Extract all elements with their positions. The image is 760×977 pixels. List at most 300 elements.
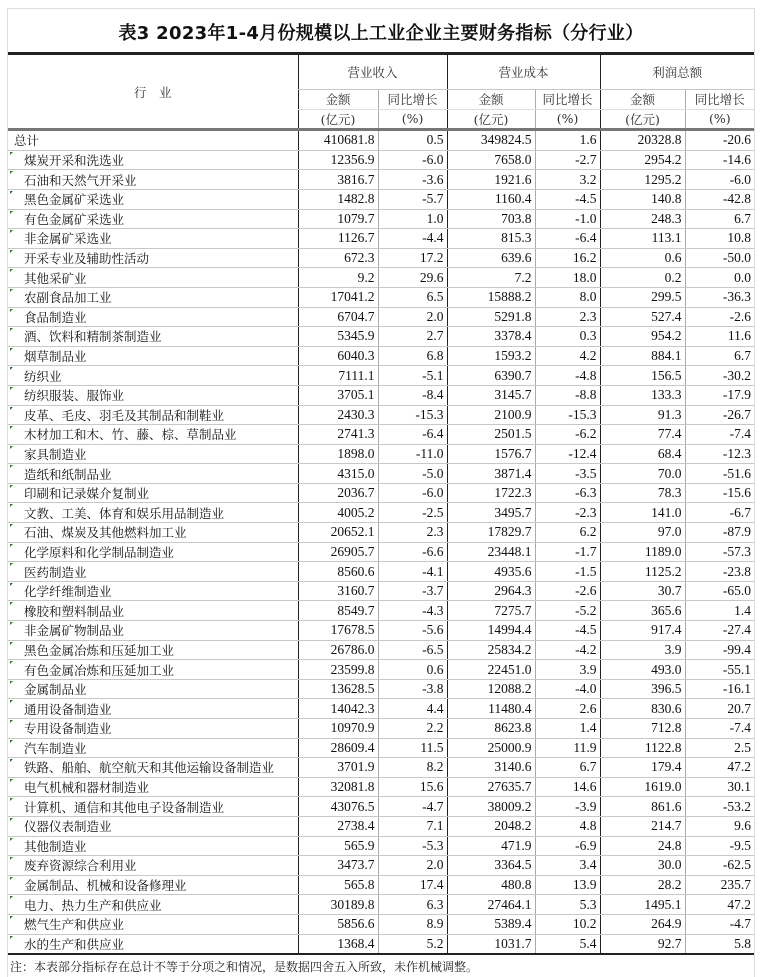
revenue-growth: -5.1 [378,366,447,386]
profit-amount: 113.1 [600,229,685,249]
profit-amount: 493.0 [600,660,685,680]
table-row [8,758,754,778]
cost-growth: 13.9 [535,875,600,895]
profit-growth: 6.7 [685,346,754,366]
table-row [8,405,754,425]
table-row [8,307,754,327]
cost-amount: 2100.9 [447,405,535,425]
revenue-amount: 1126.7 [298,229,378,249]
growth-label: 同比增长 [535,90,600,110]
profit-amount: 861.6 [600,797,685,817]
profit-amount: 396.5 [600,679,685,699]
amount-label: 金额 [447,90,535,110]
cost-amount: 22451.0 [447,660,535,680]
cost-amount: 7.2 [447,268,535,288]
industry-name: 总计 [8,130,298,151]
profit-amount: 141.0 [600,503,685,523]
profit-amount: 917.4 [600,621,685,641]
revenue-amount: 17041.2 [298,287,378,307]
table-row [8,562,754,582]
revenue-amount: 1482.8 [298,189,378,209]
revenue-growth: -4.1 [378,562,447,582]
profit-growth: 47.2 [685,895,754,915]
revenue-growth: -6.0 [378,150,447,170]
industry-name: 文教、工美、体育和娱乐用品制造业 [8,503,298,523]
revenue-growth: 6.5 [378,287,447,307]
table-row [8,542,754,562]
revenue-amount: 410681.8 [298,130,378,151]
industry-name: 纺织服装、服饰业 [8,385,298,405]
profit-growth: 20.7 [685,699,754,719]
industry-name: 医药制造业 [8,562,298,582]
cost-amount: 38009.2 [447,797,535,817]
cost-growth: -6.4 [535,229,600,249]
revenue-growth: -6.0 [378,483,447,503]
table-row [8,229,754,249]
industry-name: 黑色金属矿采选业 [8,189,298,209]
industry-name: 非金属矿物制品业 [8,621,298,641]
table-row [8,366,754,386]
table-row [8,483,754,503]
industry-name: 仪器仪表制造业 [8,816,298,836]
revenue-growth: -6.5 [378,640,447,660]
industry-name: 化学纤维制造业 [8,581,298,601]
revenue-amount: 8560.6 [298,562,378,582]
profit-amount: 264.9 [600,914,685,934]
profit-growth: -2.6 [685,307,754,327]
cost-amount: 5389.4 [447,914,535,934]
table-row [8,797,754,817]
cost-amount: 3364.5 [447,856,535,876]
revenue-growth: 0.6 [378,660,447,680]
cost-growth: 14.6 [535,777,600,797]
table-row [8,189,754,209]
table-row [8,385,754,405]
industry-name: 纺织业 [8,366,298,386]
growth-label-unit: (%) [378,109,447,130]
profit-growth: 0.0 [685,268,754,288]
cost-growth: -5.2 [535,601,600,621]
profit-growth: 10.8 [685,229,754,249]
profit-amount: 1125.2 [600,562,685,582]
profit-amount: 527.4 [600,307,685,327]
revenue-growth: 2.7 [378,327,447,347]
table-row [8,934,754,954]
revenue-growth: -5.0 [378,464,447,484]
table-row [8,895,754,915]
industry-name: 橡胶和塑料制品业 [8,601,298,621]
cost-growth: -2.3 [535,503,600,523]
table-row [8,699,754,719]
profit-growth: 235.7 [685,875,754,895]
profit-amount: 365.6 [600,601,685,621]
industry-name: 其他制造业 [8,836,298,856]
cost-growth: -4.0 [535,679,600,699]
profit-amount: 2954.2 [600,150,685,170]
cost-growth: -3.9 [535,797,600,817]
industry-name: 铁路、船舶、航空航天和其他运输设备制造业 [8,758,298,778]
revenue-amount: 3816.7 [298,170,378,190]
revenue-growth: -2.5 [378,503,447,523]
profit-growth: 6.7 [685,209,754,229]
profit-growth: 9.6 [685,816,754,836]
cost-amount: 15888.2 [447,287,535,307]
revenue-growth: -3.7 [378,581,447,601]
profit-growth: 1.4 [685,601,754,621]
revenue-amount: 5856.6 [298,914,378,934]
revenue-growth: -8.4 [378,385,447,405]
cost-amount: 2048.2 [447,816,535,836]
cost-amount: 4935.6 [447,562,535,582]
profit-amount: 28.2 [600,875,685,895]
cost-amount: 349824.5 [447,130,535,151]
profit-amount: 91.3 [600,405,685,425]
table-row [8,170,754,190]
revenue-growth: 8.2 [378,758,447,778]
amount-label-unit: (亿元) [600,109,685,130]
profit-amount: 78.3 [600,483,685,503]
revenue-amount: 17678.5 [298,621,378,641]
cost-growth: 6.2 [535,523,600,543]
revenue-amount: 3160.7 [298,581,378,601]
amount-label: 金额 [298,90,378,110]
profit-growth: -17.9 [685,385,754,405]
cost-amount: 1593.2 [447,346,535,366]
cost-amount: 2964.3 [447,581,535,601]
revenue-growth: -15.3 [378,405,447,425]
cost-growth: -1.0 [535,209,600,229]
cost-amount: 11480.4 [447,699,535,719]
industry-name: 电力、热力生产和供应业 [8,895,298,915]
revenue-growth: -3.6 [378,170,447,190]
profit-amount: 133.3 [600,385,685,405]
industry-name: 废弃资源综合利用业 [8,856,298,876]
cost-amount: 23448.1 [447,542,535,562]
profit-growth: -51.6 [685,464,754,484]
cost-amount: 480.8 [447,875,535,895]
revenue-growth: 15.6 [378,777,447,797]
profit-amount: 1295.2 [600,170,685,190]
industry-name: 煤炭开采和洗选业 [8,150,298,170]
revenue-amount: 20652.1 [298,523,378,543]
cost-amount: 25000.9 [447,738,535,758]
revenue-growth: -5.7 [378,189,447,209]
table-row [8,444,754,464]
revenue-amount: 3705.1 [298,385,378,405]
revenue-amount: 12356.9 [298,150,378,170]
amount-label: 金额 [600,90,685,110]
cost-amount: 471.9 [447,836,535,856]
revenue-amount: 4315.0 [298,464,378,484]
industry-name: 黑色金属冶炼和压延加工业 [8,640,298,660]
revenue-growth: -3.8 [378,679,447,699]
revenue-amount: 1079.7 [298,209,378,229]
revenue-amount: 565.9 [298,836,378,856]
revenue-amount: 6040.3 [298,346,378,366]
cost-growth: -4.5 [535,189,600,209]
revenue-growth: 0.5 [378,130,447,151]
revenue-amount: 30189.8 [298,895,378,915]
growth-label: 同比增长 [378,90,447,110]
profit-growth: -55.1 [685,660,754,680]
industry-name: 石油和天然气开采业 [8,170,298,190]
table-row [8,464,754,484]
profit-growth: 2.5 [685,738,754,758]
table-row [8,425,754,445]
cost-growth: 2.3 [535,307,600,327]
industry-name: 造纸和纸制品业 [8,464,298,484]
cost-amount: 7658.0 [447,150,535,170]
profit-amount: 1189.0 [600,542,685,562]
profit-amount: 97.0 [600,523,685,543]
profit-growth: -7.4 [685,719,754,739]
profit-amount: 712.8 [600,719,685,739]
profit-amount: 3.9 [600,640,685,660]
industry-name: 水的生产和供应业 [8,934,298,954]
industry-name: 石油、煤炭及其他燃料加工业 [8,523,298,543]
profit-amount: 20328.8 [600,130,685,151]
revenue-amount: 6704.7 [298,307,378,327]
table-row [8,503,754,523]
cost-growth: -1.5 [535,562,600,582]
cost-growth: -4.8 [535,366,600,386]
profit-amount: 0.6 [600,248,685,268]
industry-name: 专用设备制造业 [8,719,298,739]
revenue-amount: 26905.7 [298,542,378,562]
revenue-growth: 2.2 [378,719,447,739]
growth-label: 同比增长 [685,90,754,110]
revenue-growth: -11.0 [378,444,447,464]
table-row [8,523,754,543]
revenue-growth: 17.4 [378,875,447,895]
revenue-amount: 2738.4 [298,816,378,836]
table-document [7,8,755,977]
cost-growth: 6.7 [535,758,600,778]
growth-label-unit: (%) [535,109,600,130]
revenue-growth: 2.0 [378,856,447,876]
profit-amount: 884.1 [600,346,685,366]
group-header-revenue: 营业收入 [298,55,447,90]
profit-amount: 92.7 [600,934,685,954]
cost-growth: 4.8 [535,816,600,836]
revenue-growth: -4.3 [378,601,447,621]
cost-growth: -4.2 [535,640,600,660]
table-row [8,640,754,660]
revenue-growth: 7.1 [378,816,447,836]
amount-label-unit: (亿元) [447,109,535,130]
revenue-growth: -5.6 [378,621,447,641]
table-row [8,621,754,641]
cost-growth: 3.9 [535,660,600,680]
revenue-growth: -6.6 [378,542,447,562]
revenue-growth: 8.9 [378,914,447,934]
industry-name: 有色金属矿采选业 [8,209,298,229]
profit-growth: -99.4 [685,640,754,660]
revenue-amount: 14042.3 [298,699,378,719]
profit-growth: -16.1 [685,679,754,699]
profit-amount: 77.4 [600,425,685,445]
cost-amount: 3495.7 [447,503,535,523]
cost-amount: 3140.6 [447,758,535,778]
profit-growth: -4.7 [685,914,754,934]
profit-amount: 30.7 [600,581,685,601]
cost-growth: -2.7 [535,150,600,170]
cost-amount: 27464.1 [447,895,535,915]
industry-name: 有色金属冶炼和压延加工业 [8,660,298,680]
revenue-amount: 1368.4 [298,934,378,954]
revenue-growth: 1.0 [378,209,447,229]
revenue-growth: 6.3 [378,895,447,915]
profit-growth: -23.8 [685,562,754,582]
cost-growth: 3.2 [535,170,600,190]
table-row [8,346,754,366]
profit-growth: -14.6 [685,150,754,170]
table-row [8,679,754,699]
industry-name: 农副食品加工业 [8,287,298,307]
profit-growth: 47.2 [685,758,754,778]
cost-growth: -2.6 [535,581,600,601]
revenue-growth: -4.7 [378,797,447,817]
cost-growth: 1.4 [535,719,600,739]
profit-growth: -62.5 [685,856,754,876]
cost-growth: -12.4 [535,444,600,464]
page-title: 表3 2023年1-4月份规模以上工业企业主要财务指标（分行业） [8,9,754,55]
revenue-growth: 2.0 [378,307,447,327]
profit-amount: 1619.0 [600,777,685,797]
profit-growth: 30.1 [685,777,754,797]
profit-amount: 140.8 [600,189,685,209]
industry-name: 计算机、通信和其他电子设备制造业 [8,797,298,817]
revenue-amount: 3473.7 [298,856,378,876]
industry-name: 印刷和记录媒介复制业 [8,483,298,503]
revenue-amount: 23599.8 [298,660,378,680]
cost-growth: -4.5 [535,621,600,641]
amount-label-unit: (亿元) [298,109,378,130]
revenue-growth: 11.5 [378,738,447,758]
cost-growth: 1.6 [535,130,600,151]
profit-growth: -15.6 [685,483,754,503]
table-row [8,287,754,307]
industry-name: 家具制造业 [8,444,298,464]
table-row [8,738,754,758]
cost-amount: 1722.3 [447,483,535,503]
revenue-amount: 26786.0 [298,640,378,660]
profit-growth: -42.8 [685,189,754,209]
cost-growth: -6.3 [535,483,600,503]
profit-amount: 1495.1 [600,895,685,915]
profit-growth: -20.6 [685,130,754,151]
cost-growth: 5.4 [535,934,600,954]
table-row [8,150,754,170]
cost-amount: 12088.2 [447,679,535,699]
cost-amount: 3145.7 [447,385,535,405]
table-row [8,268,754,288]
cost-growth: 2.6 [535,699,600,719]
cost-growth: 11.9 [535,738,600,758]
cost-growth: 8.0 [535,287,600,307]
table-row [8,719,754,739]
cost-amount: 5291.8 [447,307,535,327]
industry-name: 金属制品业 [8,679,298,699]
cost-amount: 7275.7 [447,601,535,621]
cost-growth: -6.9 [535,836,600,856]
profit-growth: -87.9 [685,523,754,543]
cost-amount: 3378.4 [447,327,535,347]
industry-name: 非金属矿采选业 [8,229,298,249]
cost-growth: -8.8 [535,385,600,405]
profit-amount: 70.0 [600,464,685,484]
profit-amount: 954.2 [600,327,685,347]
industry-name: 酒、饮料和精制茶制造业 [8,327,298,347]
group-header-cost: 营业成本 [447,55,600,90]
cost-growth: -6.2 [535,425,600,445]
cost-amount: 8623.8 [447,719,535,739]
cost-amount: 3871.4 [447,464,535,484]
total-row [8,130,754,151]
revenue-amount: 4005.2 [298,503,378,523]
revenue-growth: -6.4 [378,425,447,445]
profit-amount: 179.4 [600,758,685,778]
cost-amount: 27635.7 [447,777,535,797]
revenue-amount: 9.2 [298,268,378,288]
table-row [8,875,754,895]
cost-growth: 3.4 [535,856,600,876]
profit-growth: -65.0 [685,581,754,601]
industry-name: 其他采矿业 [8,268,298,288]
revenue-amount: 2036.7 [298,483,378,503]
footnote: 注：本表部分指标存在总计不等于分项之和情况，是数据四舍五入所致，未作机械调整。 [10,960,479,975]
profit-growth: -30.2 [685,366,754,386]
cost-amount: 815.3 [447,229,535,249]
cost-growth: -3.5 [535,464,600,484]
growth-label-unit: (%) [685,109,754,130]
cost-amount: 1031.7 [447,934,535,954]
table-row [8,856,754,876]
industry-name: 燃气生产和供应业 [8,914,298,934]
table-row [8,601,754,621]
revenue-growth: -4.4 [378,229,447,249]
industry-name: 电气机械和器材制造业 [8,777,298,797]
industry-name: 皮革、毛皮、羽毛及其制品和制鞋业 [8,405,298,425]
profit-growth: -50.0 [685,248,754,268]
industry-name: 木材加工和木、竹、藤、棕、草制品业 [8,425,298,445]
profit-amount: 248.3 [600,209,685,229]
industry-name: 汽车制造业 [8,738,298,758]
profit-amount: 30.0 [600,856,685,876]
revenue-amount: 43076.5 [298,797,378,817]
table-row [8,581,754,601]
table-row [8,327,754,347]
table-row [8,777,754,797]
profit-growth: -9.5 [685,836,754,856]
profit-growth: -26.7 [685,405,754,425]
table-row [8,209,754,229]
table-row [8,816,754,836]
industry-name: 开采专业及辅助性活动 [8,248,298,268]
revenue-amount: 5345.9 [298,327,378,347]
table-row [8,660,754,680]
profit-amount: 68.4 [600,444,685,464]
profit-growth: -57.3 [685,542,754,562]
cost-amount: 14994.4 [447,621,535,641]
profit-amount: 0.2 [600,268,685,288]
cost-amount: 639.6 [447,248,535,268]
profit-amount: 156.5 [600,366,685,386]
profit-growth: -7.4 [685,425,754,445]
profit-amount: 214.7 [600,816,685,836]
revenue-amount: 2741.3 [298,425,378,445]
cost-growth: -15.3 [535,405,600,425]
